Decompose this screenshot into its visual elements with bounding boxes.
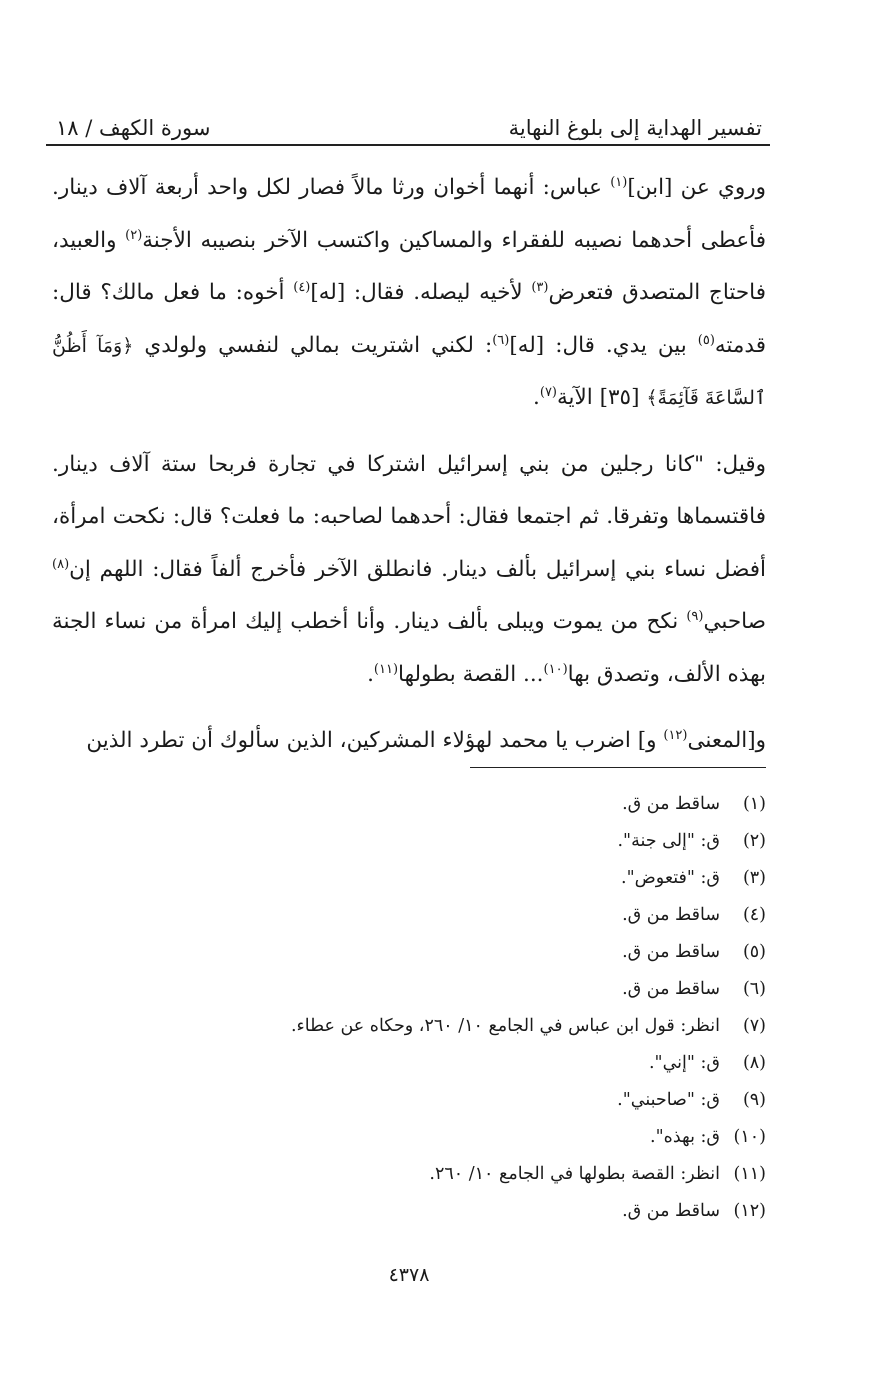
footnote-ref: (٣) [531,279,549,295]
footnote-ref: (٦) [492,332,510,348]
footnote-ref: (٨) [52,556,70,572]
paragraph-1: وروي عن [ابن]$^{(١)}$ عباس: أنهما أخوان ورثا مالاً فصار لكل واحد أربعة آلاف دينار. فأعطى أحدهما نصيبه للفقراء والمساكين واكتسب الآخر بنصيبه الأجنة$^{(٢)}$ والعبيد، فاحتاج المتصدق فتعرض$^{(٣)}$ لأخيه ليصله. فقال: [له]$^{(٤)}$ أخوه: ما فعل مالك؟ قال: قدمته$^{(٥)}$ بين يدي. قال: [له]$^{(٦)}$: لكني اشتريت بمالي لنفسي ولولدي ﴿وَمَآ أَظُنُّ ٱلسَّاعَةَ قَآئِمَةً﴾ [٣٥] الآية$^{(٧)}$. [52,174,766,410]
footnote-item: (٣) ق: "فتعوض". [621,868,766,888]
footnote-ref: (٧) [539,384,557,400]
footnote-separator [470,767,766,768]
footnote-ref: (٩) [686,608,704,624]
footnote-item: (٧) انظر: قول ابن عباس في الجامع ١٠/ ٢٦٠، وحكاه عن عطاء. [290,1016,766,1036]
footnote-item: (٩) ق: "صاحبني". [617,1090,766,1110]
footnote-item: (١٠) ق: بهذه". [650,1127,766,1147]
surah-volume: سورة الكهف / ١٨ [56,116,211,140]
paragraph-3: و[المعنى$^{(١٢)}$ و] اضرب يا محمد لهؤلاء المشركين، الذين سألوك أن تطرد الذين [86,727,766,753]
footnote-ref: (١٢) [663,727,688,743]
footnote-ref: (١) [610,174,628,190]
footnote-ref: (١٠) [543,661,568,677]
footnote-item: (٥) ساقط من ق. [622,942,766,962]
footnote-ref: (١١) [373,661,399,677]
quran-verse: ﴿وَمَآ أَظُنُّ ٱلسَّاعَةَ قَآئِمَةً﴾ [52,334,766,409]
header-rule [46,144,770,146]
footnote-item: (١١) انظر: القصة بطولها في الجامع ١٠/ ٢٦٠. [429,1164,766,1184]
footnote-item: (٨) ق: "إني". [648,1053,766,1073]
footnotes-list [52,786,766,1230]
main-text [52,162,766,768]
footnote-ref: (٤) [293,279,311,295]
running-header [52,100,766,140]
book-title: تفسير الهداية إلى بلوغ النهاية [508,116,762,140]
footnote-ref: (٢) [125,227,143,243]
footnote-item: (٦) ساقط من ق. [622,979,766,999]
footnote-item: (٤) ساقط من ق. [622,905,766,925]
footnote-item: (١٢) ساقط من ق. [622,1201,766,1221]
book-page [52,100,766,1286]
footnote-item: (٢) ق: "إلى جنة". [617,831,766,851]
page-number: ٤٣٧٨ [388,1264,430,1286]
footnote-item: (١) ساقط من ق. [622,794,766,814]
footnote-ref: (٥) [697,332,715,348]
paragraph-2: وقيل: "كانا رجلين من بني إسرائيل اشتركا في تجارة فربحا ستة آلاف دينار. فاقتسماها وتفرقا. ثم اجتمعا فقال: أحدهما لصاحبه: ما فعلت؟ قال: نكحت امرأة، أفضل نساء بني إسرائيل بألف دينار. فانطلق الآخر فأخرج ألفاً فقال: اللهم إن$^{(٨)}$ صاحبي$^{(٩)}$ نكح من يموت ويبلى بألف دينار. وأنا أخطب إليك امرأة من نساء الجنة بهذه الألف، وتصدق بها$^{(١٠)}$... القصة بطولها$^{(١١)}$. [52,451,766,687]
